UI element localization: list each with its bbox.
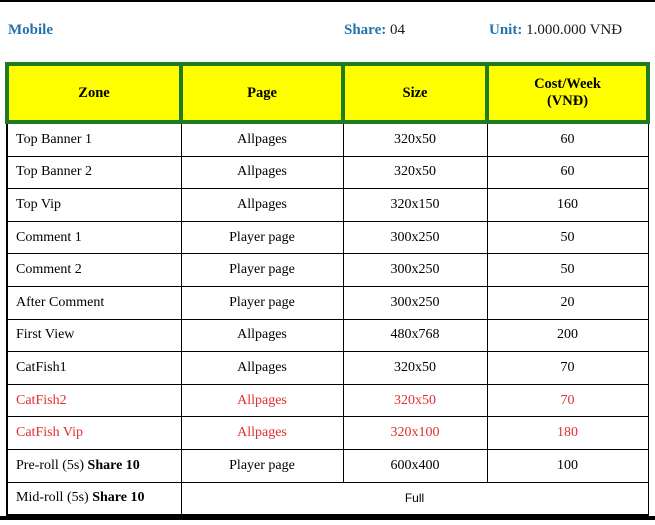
zone-text: Comment 1 (16, 229, 82, 245)
table-row (7, 156, 648, 189)
cell-page: Allpages (181, 352, 343, 385)
table-row-highlighted (7, 417, 648, 450)
cell-cost: 50 (487, 221, 648, 254)
cell-size: 320x50 (343, 156, 487, 189)
cell-zone (7, 482, 181, 515)
cell-page: Allpages (181, 122, 343, 156)
header-row (7, 64, 648, 122)
column-header-cost-line2: (VNĐ) (546, 93, 589, 109)
cell-page: Allpages (181, 319, 343, 352)
pricing-table (5, 62, 650, 516)
column-header-cost-line1: Cost/Week (534, 76, 601, 92)
cell-cost: 160 (487, 189, 648, 222)
cell-page: Allpages (181, 156, 343, 189)
cell-page: Player page (181, 286, 343, 319)
cell-zone (7, 189, 181, 222)
cell-size: 300x250 (343, 254, 487, 287)
zone-text-bold: Share 10 (92, 490, 145, 506)
cell-size: 300x250 (343, 286, 487, 319)
table-row (7, 254, 648, 287)
cell-size: 320x50 (343, 352, 487, 385)
cell-cost: 70 (487, 352, 648, 385)
cell-cost: 70 (487, 384, 648, 417)
page-top-rule (0, 0, 655, 2)
cell-page: Player page (181, 254, 343, 287)
zone-text: CatFish Vip (16, 425, 83, 441)
share-field (344, 22, 405, 39)
cell-zone (7, 352, 181, 385)
cell-page: Player page (181, 221, 343, 254)
cell-zone (7, 417, 181, 450)
table-caption-bar (0, 22, 655, 44)
cell-full-span: Full (181, 482, 648, 515)
cell-zone (7, 221, 181, 254)
unit-field (489, 22, 622, 39)
cell-cost: 100 (487, 449, 648, 482)
zone-text: First View (16, 327, 75, 343)
cell-size: 600x400 (343, 449, 487, 482)
table-footer-row (7, 482, 648, 515)
cell-zone (7, 254, 181, 287)
table-row (7, 319, 648, 352)
cell-size: 300x250 (343, 221, 487, 254)
cell-cost: 20 (487, 286, 648, 319)
zone-text: Top Vip (16, 196, 61, 212)
cell-size: 320x50 (343, 122, 487, 156)
page-title: Mobile (8, 22, 53, 38)
zone-text: Mid-roll (5s) (16, 490, 93, 506)
cell-page: Allpages (181, 189, 343, 222)
cell-zone (7, 122, 181, 156)
cell-cost: 60 (487, 156, 648, 189)
cell-page: Player page (181, 449, 343, 482)
cell-cost: 60 (487, 122, 648, 156)
cell-zone (7, 319, 181, 352)
cell-cost: 50 (487, 254, 648, 287)
column-header-zone: Zone (7, 64, 181, 122)
zone-text: After Comment (16, 294, 105, 310)
cell-zone (7, 286, 181, 319)
zone-text: Pre-roll (5s) (16, 457, 88, 473)
share-value: 04 (389, 22, 405, 38)
table-row (7, 122, 648, 156)
page-bottom-rule (0, 516, 655, 520)
table-row-highlighted (7, 384, 648, 417)
share-label: Share: (344, 22, 387, 38)
cell-cost: 200 (487, 319, 648, 352)
cell-size: 320x50 (343, 384, 487, 417)
cell-zone (7, 449, 181, 482)
table-row (7, 189, 648, 222)
cell-page: Allpages (181, 384, 343, 417)
cell-cost: 180 (487, 417, 648, 450)
table-row (7, 449, 648, 482)
cell-size: 320x100 (343, 417, 487, 450)
column-header-page: Page (181, 64, 343, 122)
cell-size: 320x150 (343, 189, 487, 222)
unit-value: 1.000.000 VNĐ (526, 22, 623, 38)
unit-label: Unit: (489, 22, 523, 38)
zone-text: Top Banner 1 (16, 131, 93, 147)
zone-text: CatFish1 (16, 359, 67, 375)
cell-zone (7, 156, 181, 189)
table-row (7, 352, 648, 385)
column-header-size: Size (343, 64, 487, 122)
table-row (7, 221, 648, 254)
cell-size: 480x768 (343, 319, 487, 352)
zone-text: CatFish2 (16, 392, 67, 408)
cell-zone (7, 384, 181, 417)
zone-text: Top Banner 2 (16, 164, 93, 180)
cell-page: Allpages (181, 417, 343, 450)
zone-text-bold: Share 10 (87, 457, 140, 473)
zone-text: Comment 2 (16, 262, 82, 278)
table-row (7, 286, 648, 319)
column-header-cost (487, 64, 648, 122)
